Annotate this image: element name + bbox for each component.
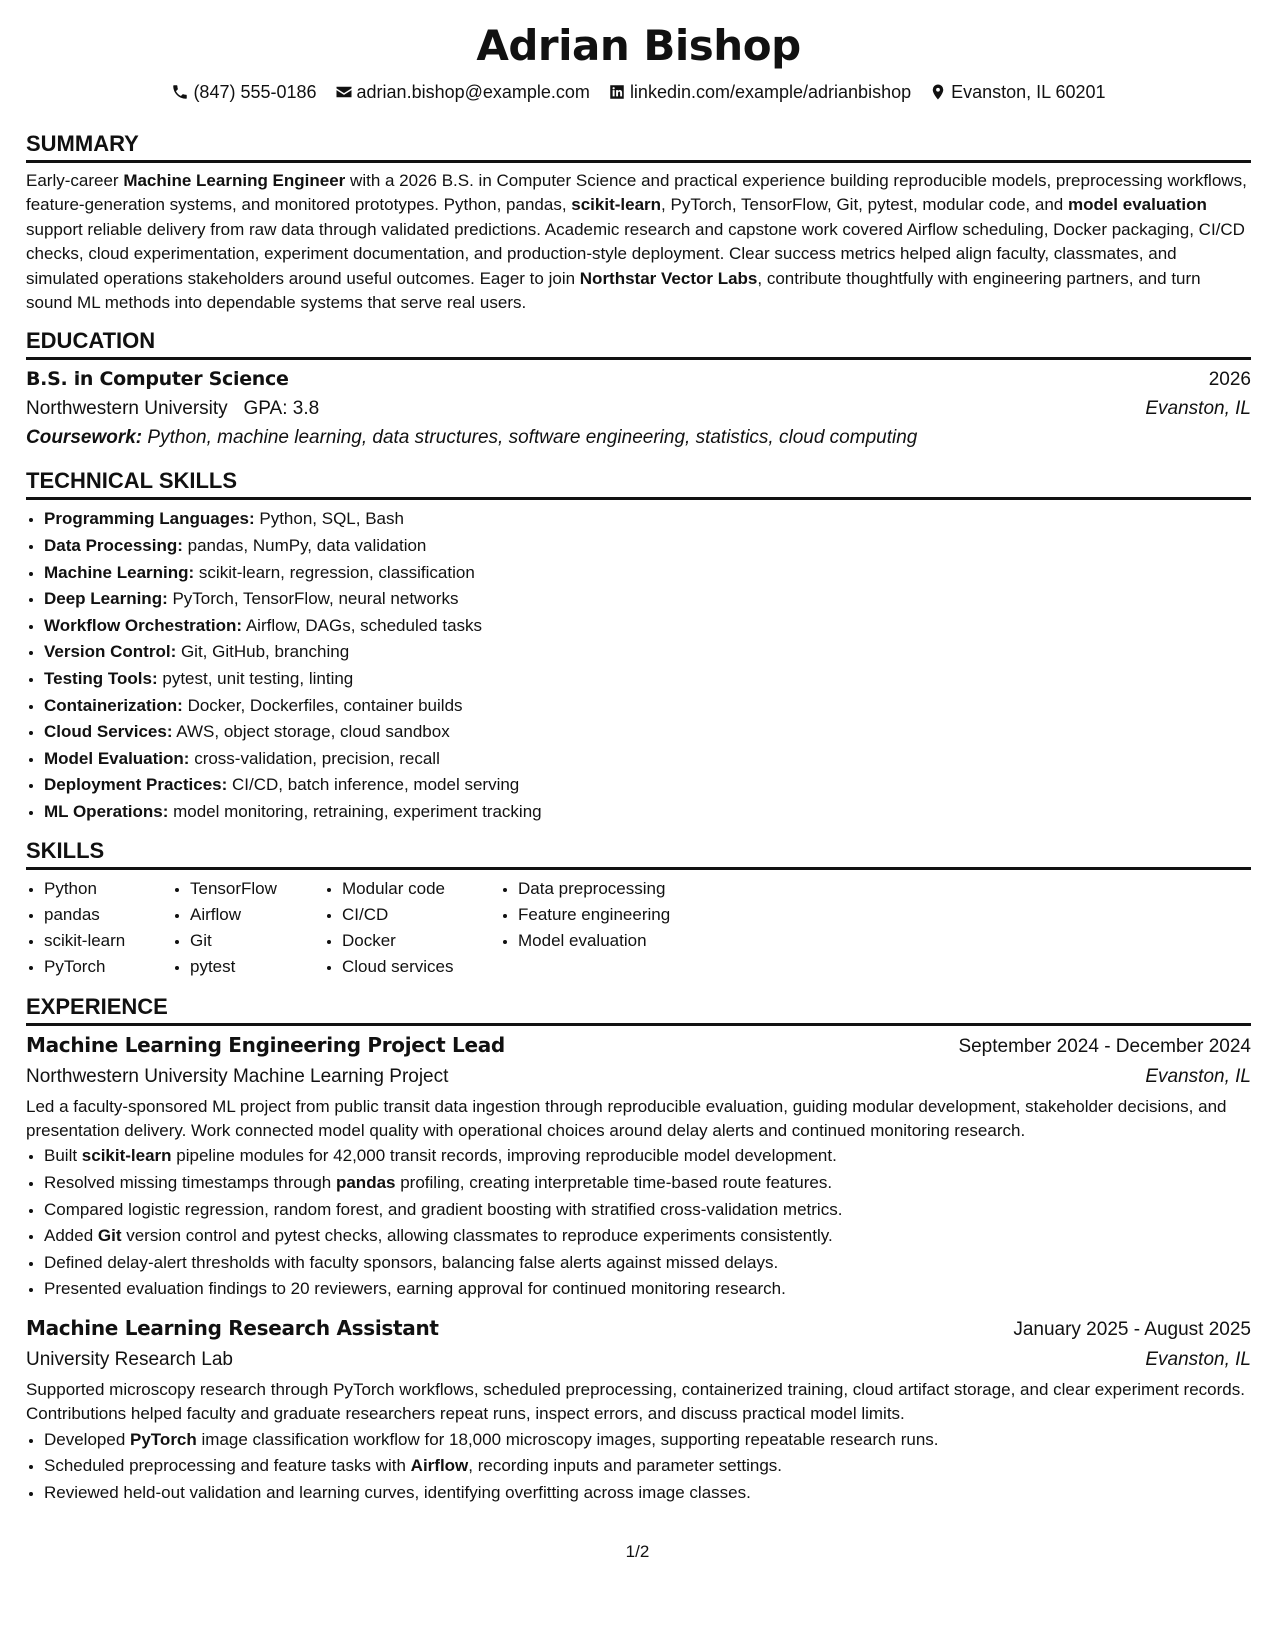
- candidate-name: Adrian Bishop: [476, 21, 801, 70]
- job-entry: [26, 1313, 1251, 1507]
- job-header-row: [26, 1030, 1251, 1062]
- job-bullet-segment-text: profiling, creating interpretable time-based route features.: [395, 1172, 833, 1192]
- technical-skill-label: Version Control:: [44, 642, 177, 662]
- school-name: Northwestern University: [26, 398, 228, 420]
- technical-skill-label: ML Operations:: [44, 801, 169, 821]
- coursework-line: [26, 423, 1251, 452]
- technical-skill-item: [44, 613, 1251, 640]
- contact-phone: [171, 80, 316, 104]
- job-bullet-segment-text: Added: [44, 1226, 98, 1246]
- technical-skill-item: [44, 719, 1251, 746]
- job-bullet-segment-emphasis: PyTorch: [130, 1429, 197, 1449]
- skill-item: • Airflow: [190, 902, 324, 928]
- school-line: [26, 394, 319, 423]
- education-school-row: [26, 394, 1251, 423]
- summary-segment-emphasis: scikit-learn: [571, 195, 662, 215]
- linkedin-text[interactable]: linkedin.com/example/adrianbishop: [629, 82, 912, 102]
- skill-item: • Git: [190, 928, 324, 954]
- technical-skill-label: Deep Learning:: [44, 589, 168, 609]
- job-bullet-segment-emphasis: Airflow: [410, 1456, 469, 1476]
- job-bullet-segment-text: pipeline modules for 42,000 transit records, improving reproducible model development.: [171, 1146, 837, 1166]
- section-title-experience: EXPERIENCE: [26, 994, 1251, 1026]
- job-bullet: [44, 1276, 1251, 1303]
- job-bullet-segment-text: Defined delay-alert thresholds with faculty sponsors, balancing false alerts against missed delays.: [44, 1252, 779, 1272]
- skill-item: • TensorFlow: [190, 876, 324, 902]
- technical-skill-value: AWS, object storage, cloud sandbox: [172, 722, 450, 742]
- coursework-list: Python, machine learning, data structures, software engineering, statistics, cloud computing: [147, 427, 918, 449]
- education-section: [26, 328, 1251, 452]
- technical-skill-item: [44, 560, 1251, 587]
- technical-skill-item: [44, 533, 1251, 560]
- job-bullet-segment-text: Built: [44, 1146, 82, 1166]
- summary-segment-emphasis: Machine Learning Engineer: [123, 171, 346, 190]
- location-text: Evanston, IL 60201: [951, 82, 1106, 102]
- technical-skill-value: Docker, Dockerfiles, container builds: [182, 695, 463, 715]
- job-bullet: [44, 1143, 1251, 1170]
- skill-item: • Docker: [342, 928, 500, 954]
- technical-skill-item: [44, 639, 1251, 666]
- job-title: Machine Learning Research Assistant: [26, 1315, 439, 1340]
- technical-skills-section: [26, 468, 1251, 825]
- summary-segment-emphasis: model evaluation: [1067, 195, 1207, 215]
- page-number: 1/2: [625, 1542, 650, 1561]
- summary-segment-text: with a 2026 B.S. in Computer Science and practical experience building reproducible models, preprocessing workflows, feature-generation systems, and monitored prototypes. Python, pandas,: [26, 171, 1247, 215]
- job-bullet: [44, 1223, 1251, 1250]
- section-title-education: EDUCATION: [26, 328, 1251, 360]
- job-location: Evanston, IL: [1145, 1065, 1251, 1087]
- job-bullet: [44, 1197, 1251, 1224]
- skills-grid: [26, 876, 1251, 980]
- technical-skill-value: PyTorch, TensorFlow, neural networks: [167, 589, 459, 609]
- experience-list: [26, 1030, 1251, 1507]
- job-bullet: [44, 1170, 1251, 1197]
- technical-skill-label: Model Evaluation:: [44, 748, 190, 768]
- skill-item: • PyTorch: [44, 954, 172, 980]
- technical-skill-value: scikit-learn, regression, classification: [194, 562, 475, 582]
- technical-skill-label: Programming Languages:: [44, 509, 255, 529]
- job-organization: Northwestern University Machine Learning Project: [26, 1065, 449, 1087]
- technical-skill-label: Containerization:: [44, 695, 183, 715]
- job-bullet-segment-text: Developed: [44, 1429, 131, 1449]
- job-bullet-segment-text: Compared logistic regression, random forest, and gradient boosting with stratified cross-validation metrics.: [44, 1199, 843, 1219]
- job-organization: University Research Lab: [26, 1348, 233, 1370]
- job-org-row: [26, 1062, 1251, 1091]
- technical-skill-value: Airflow, DAGs, scheduled tasks: [242, 615, 483, 635]
- job-bullet-segment-text: Scheduled preprocessing and feature tasks with: [44, 1456, 411, 1476]
- technical-skill-value: pytest, unit testing, linting: [157, 669, 354, 688]
- technical-skill-label: Machine Learning:: [44, 562, 195, 582]
- summary-segment-text: , PyTorch, TensorFlow, Git, pytest, modular code, and: [661, 195, 1068, 215]
- technical-skill-item: [44, 772, 1251, 799]
- contact-linkedin[interactable]: [608, 80, 911, 104]
- technical-skill-label: Data Processing:: [44, 536, 183, 556]
- skills-column: [324, 876, 500, 980]
- technical-skill-value: model monitoring, retraining, experiment tracking: [168, 801, 542, 821]
- map-marker-icon: [929, 83, 947, 101]
- job-summary: Supported microscopy research through PyTorch workflows, scheduled preprocessing, containerized training, cloud artifact storage, and clear experiment records. Contributions helped faculty and graduate researchers repeat runs, inspect errors, and discuss practical model limits.: [26, 1379, 1245, 1424]
- technical-skill-item: [44, 586, 1251, 613]
- degree-name: B.S. in Computer Science: [26, 368, 289, 391]
- contact-location: [929, 80, 1105, 104]
- summary-segment-text: support reliable delivery from raw data through validated predictions. Academic research and capstone work covered Airflow scheduling, Docker packaging, CI/CD checks, cloud experimentation, experiment documentation, and production-style deployment. Clear success metrics helped align faculty, classmates, and simulated operations stakeholders around useful outcomes. Eager to join: [26, 219, 1245, 288]
- job-bullets: [26, 1143, 1251, 1303]
- skills-section: [26, 838, 1251, 980]
- gpa: GPA: 3.8: [243, 398, 320, 420]
- resume-page: [26, 20, 1251, 1507]
- job-bullet-segment-text: Reviewed held-out validation and learning curves, identifying overfitting across image classes.: [44, 1482, 751, 1502]
- job-bullet: [44, 1427, 1251, 1454]
- technical-skill-label: Deployment Practices:: [44, 775, 228, 795]
- skills-column: [26, 876, 172, 980]
- technical-skill-value: pandas, NumPy, data validation: [182, 536, 427, 556]
- job-bullet-segment-text: image classification workflow for 18,000 microscopy images, supporting repeatable research runs.: [196, 1429, 939, 1449]
- job-bullet-segment-emphasis: scikit-learn: [81, 1146, 172, 1166]
- job-bullet-segment-emphasis: pandas: [335, 1172, 396, 1192]
- technical-skill-value: CI/CD, batch inference, model serving: [227, 775, 520, 795]
- technical-skill-item: [44, 506, 1251, 533]
- job-bullet: [44, 1453, 1251, 1480]
- summary-text: [26, 169, 1251, 315]
- technical-skill-item: [44, 666, 1251, 693]
- technical-skill-value: Git, GitHub, branching: [176, 642, 350, 662]
- skill-item: • pytest: [190, 954, 324, 980]
- phone-text: (847) 555-0186: [193, 82, 317, 102]
- job-bullet: [44, 1480, 1251, 1507]
- education-degree-row: [26, 365, 1251, 394]
- technical-skills-list: [26, 506, 1251, 825]
- job-org-row: [26, 1345, 1251, 1374]
- contact-email[interactable]: [335, 80, 590, 104]
- job-header-row: [26, 1313, 1251, 1345]
- skill-item: • CI/CD: [342, 902, 500, 928]
- summary-segment-text: , contribute thoughtfully with engineering partners, and turn sound ML methods into dependable systems that serve real users.: [26, 268, 1201, 313]
- section-title-technical-skills: TECHNICAL SKILLS: [26, 468, 1251, 500]
- job-title: Machine Learning Engineering Project Lead: [26, 1032, 505, 1057]
- job-bullet-segment-text: Presented evaluation findings to 20 reviewers, earning approval for continued monitoring research.: [44, 1279, 786, 1299]
- skills-column: [500, 876, 718, 980]
- job-bullet-segment-text: , recording inputs and parameter settings.: [468, 1456, 783, 1476]
- job-bullet-segment-text: version control and pytest checks, allowing classmates to reproduce experiments consistently.: [121, 1226, 833, 1246]
- skill-item: • Model evaluation: [518, 928, 718, 954]
- skill-item: • Feature engineering: [518, 902, 718, 928]
- skill-item: • Data preprocessing: [518, 876, 718, 902]
- coursework-label: Coursework:: [26, 427, 143, 449]
- skill-item: • Python: [44, 876, 172, 902]
- summary-segment-text: Early-career: [26, 171, 124, 190]
- skill-item: • Modular code: [342, 876, 500, 902]
- job-dates: January 2025 - August 2025: [1013, 1318, 1251, 1340]
- envelope-icon: [335, 83, 353, 101]
- technical-skill-item: [44, 746, 1251, 773]
- job-dates: September 2024 - December 2024: [958, 1035, 1251, 1057]
- section-title-summary: SUMMARY: [26, 131, 1251, 163]
- school-location: Evanston, IL: [1145, 398, 1251, 420]
- summary-segment-emphasis: Northstar Vector Labs: [579, 268, 758, 288]
- email-text[interactable]: adrian.bishop@example.com: [356, 82, 590, 102]
- section-title-skills: SKILLS: [26, 838, 1251, 870]
- summary-section: [26, 131, 1251, 315]
- job-bullets: [26, 1427, 1251, 1507]
- skill-item: • pandas: [44, 902, 172, 928]
- technical-skill-value: cross-validation, precision, recall: [189, 748, 440, 768]
- linkedin-icon: [608, 83, 626, 101]
- job-bullet-segment-text: Resolved missing timestamps through: [44, 1172, 336, 1192]
- technical-skill-label: Workflow Orchestration:: [44, 615, 243, 635]
- job-location: Evanston, IL: [1145, 1348, 1251, 1370]
- job-summary: Led a faculty-sponsored ML project from public transit data ingestion through reproducible evaluation, guiding modular development, stakeholder decisions, and presentation delivery. Work connected model quality with operational choices around delay alerts and continued monitoring research.: [26, 1096, 1227, 1140]
- technical-skill-label: Cloud Services:: [44, 722, 173, 742]
- technical-skill-item: [44, 799, 1251, 826]
- job-bullet-segment-emphasis: Git: [97, 1226, 122, 1246]
- technical-skill-label: Testing Tools:: [44, 669, 158, 688]
- skills-column: [172, 876, 324, 980]
- experience-section: [26, 994, 1251, 1507]
- technical-skill-item: [44, 693, 1251, 720]
- technical-skill-value: Python, SQL, Bash: [254, 509, 404, 529]
- skill-item: • Cloud services: [342, 954, 500, 980]
- phone-icon: [171, 83, 189, 101]
- job-bullet: [44, 1250, 1251, 1277]
- graduation-year: 2026: [1208, 369, 1251, 391]
- skill-item: • scikit-learn: [44, 928, 172, 954]
- job-entry: [26, 1030, 1251, 1303]
- contact-bar: [26, 80, 1251, 104]
